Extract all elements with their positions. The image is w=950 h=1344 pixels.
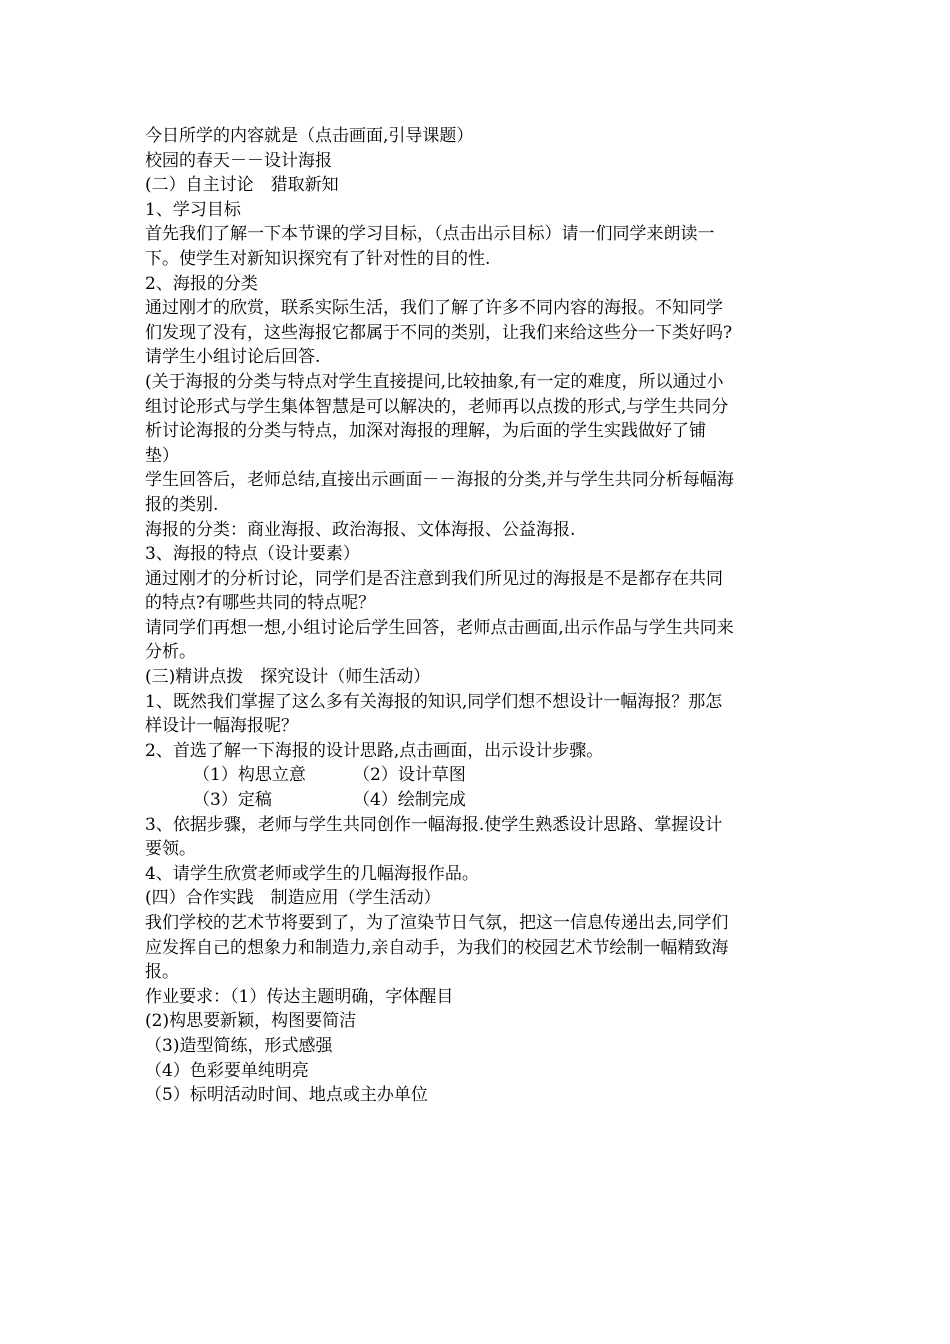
subsection-heading: 2、海报的分类 [145,273,258,294]
text-line: 学生回答后，老师总结,直接出示画面－－海报的分类,并与学生共同分析每幅海 [145,470,734,491]
design-step: （2）设计草图 [353,765,466,786]
design-steps-row [145,763,815,788]
design-step: （3）定稿 [193,790,272,811]
body-text [145,124,815,1108]
text-line: 请同学们再想一想,小组讨论后学生回答，老师点击画面,出示作品与学生共同来 [145,617,734,638]
assignment-requirement: (2)构思要新颖，构图要简洁 [145,1011,357,1032]
section-heading: (三)精讲点拨 探究设计（师生活动） [145,667,431,688]
text-line: 通过刚才的分析讨论，同学们是否注意到我们所见过的海报是不是都存在共同 [145,568,723,589]
text-line: 分析。 [145,642,196,663]
assignment-requirement: （5）标明活动时间、地点或主办单位 [145,1085,428,1106]
text-line: 3、依据步骤，老师与学生共同创作一幅海报.使学生熟悉设计思路、掌握设计 [145,814,723,835]
text-line: 通过刚才的欣赏，联系实际生活，我们了解了许多不同内容的海报。不知同学 [145,298,723,319]
design-step: （4）绘制完成 [353,790,466,811]
text-line: 要领。 [145,839,196,860]
text-line: 样设计一幅海报呢？ [145,716,298,737]
text-line: 请学生小组讨论后回答. [145,347,321,368]
text-line: 报。 [145,962,179,983]
text-line: 组讨论形式与学生集体智慧是可以解决的，老师再以点拨的形式,与学生共同分 [145,396,729,417]
assignment-requirement: （3)造型简练，形式感强 [145,1035,333,1056]
subsection-heading: 1、学习目标 [145,199,241,220]
assignment-requirement: 作业要求：（1）传达主题明确，字体醒目 [145,986,454,1007]
text-line: 垫） [145,445,179,466]
section-heading: (二）自主讨论 猎取新知 [145,175,339,196]
subsection-heading: 3、海报的特点（设计要素） [145,544,360,565]
text-line: 首先我们了解一下本节课的学习目标，（点击出示目标）请一们同学来朗读一 [145,224,715,245]
text-line: 海报的分类：商业海报、政治海报、文体海报、公益海报. [145,519,576,540]
text-line: 报的类别. [145,494,219,515]
lesson-title: 校园的春天－－设计海报 [145,150,332,171]
text-line: 下。使学生对新知识探究有了针对性的目的性. [145,248,491,269]
document-page [145,124,815,1108]
text-line: 今日所学的内容就是（点击画面,引导课题） [145,126,474,146]
text-line: 析讨论海报的分类与特点，加深对海报的理解，为后面的学生实践做好了铺 [145,421,706,442]
text-line: 1、既然我们掌握了这么多有关海报的知识,同学们想不想设计一幅海报？那怎 [145,691,723,712]
text-line: (关于海报的分类与特点对学生直接提问,比较抽象,有一定的难度，所以通过小 [145,371,724,392]
design-steps-row [145,788,815,813]
text-line: 2、首选了解一下海报的设计思路,点击画面，出示设计步骤。 [145,740,604,761]
assignment-requirement: （4）色彩要单纯明亮 [145,1060,309,1081]
text-line: 4、请学生欣赏老师或学生的几幅海报作品。 [145,863,479,884]
section-heading: (四）合作实践 制造应用（学生活动） [145,888,441,909]
text-line: 我们学校的艺术节将要到了，为了渲染节日气氛，把这一信息传递出去,同学们 [145,913,729,933]
text-line: 应发挥自己的想象力和制造力,亲自动手，为我们的校园艺术节绘制一幅精致海 [145,937,729,958]
design-step: （1）构思立意 [193,765,306,786]
text-line: 们发现了没有，这些海报它都属于不同的类别，让我们来给这些分一下类好吗? [145,322,733,343]
text-line: 的特点?有哪些共同的特点呢？ [145,593,376,614]
